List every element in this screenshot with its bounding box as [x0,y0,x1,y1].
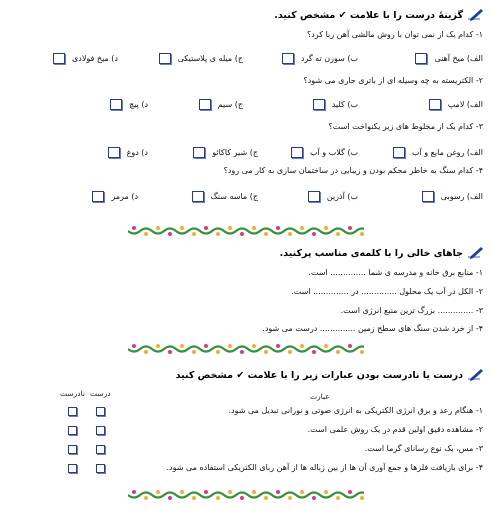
checkbox[interactable] [422,191,434,202]
true-checkbox[interactable] [96,426,105,435]
checkbox[interactable] [108,147,120,158]
option-c[interactable]: ج) سیم [199,96,243,112]
section3-header [176,366,485,384]
column-header-statement: عبارت [310,392,330,401]
option-b[interactable]: ب) آذرین [308,188,358,204]
checkbox[interactable] [429,99,441,110]
floral-divider [128,224,364,238]
question-4: ۴- کدام سنگ به خاطر محکم بودن و زیبایی در ساختمان سازی به کار می رود؟ [223,166,483,175]
table-row: ۲- مشاهده دقیق اولین قدم در یک روش علمی است. [8,424,483,438]
floral-divider [128,342,364,356]
option-d[interactable]: د) میخ فولادی [53,50,118,66]
checkbox[interactable] [192,191,204,202]
option-c[interactable]: ج) ماسه سنگ [192,188,258,204]
section3-title: درست یا نادرست بودن عبارات زیر را با علامت ✔ مشخص کنید [175,369,463,381]
option-d[interactable]: د) دوغ [108,144,148,160]
option-b[interactable]: ب) گلاب و آب [291,144,358,160]
option-c[interactable]: ج) شیر کاکائو [193,144,258,160]
checkbox[interactable] [415,53,427,64]
section1-title: گزینهٔ درست را با علامت ✔ مشخص کنید. [274,9,463,21]
question-2: ۲- الکتریسته به چه وسیله ای از باتری جاری می شود؟ [303,76,483,85]
blank-item-4: ۴- از خرد شدن سنگ های سطح زمین .............. درست می شود. [262,324,483,333]
option-c[interactable]: ج) میله ی پلاستیکی [159,50,243,66]
table-row: ۱- هنگام رعد و برق انرژی الکتریکی به انرژی صوتی و نورانی تبدیل می شود. [8,405,483,419]
true-checkbox[interactable] [96,464,105,473]
floral-divider [128,488,364,502]
option-d[interactable]: د) پیچ [110,96,148,112]
blank-item-1: ۱- منابع برق خانه و مدرسه ی شما .............. است. [308,268,483,277]
checkbox[interactable] [92,191,104,202]
option-b[interactable]: ب) سوزن ته گرد [282,50,358,66]
option-b[interactable]: ب) کلید [313,96,358,112]
question-4-options [8,188,483,204]
table-row: ۳- مس، یک نوع رسانای گرما است. [8,443,483,457]
section1-header [274,6,485,24]
checkbox[interactable] [159,53,171,64]
option-a[interactable]: الف) لامپ [429,96,483,112]
question-3-options [8,144,483,160]
blank-item-2: ۲- الکل در آب یک محلول .............. در .............. است. [291,287,483,296]
true-checkbox[interactable] [96,445,105,454]
checkbox[interactable] [308,191,320,202]
checkbox[interactable] [282,53,294,64]
checkbox[interactable] [313,99,325,110]
false-checkbox[interactable] [68,407,77,416]
checkbox[interactable] [291,147,303,158]
pencil-icon [467,368,485,382]
table-row: ۴- برای بازیافت فلزها و جمع آوری آن ها از بین زباله ها از آهن ربای الکتریکی استفاده می شود. [8,462,483,476]
option-d[interactable]: د) مرمر [92,188,138,204]
checkbox[interactable] [110,99,122,110]
false-checkbox[interactable] [68,426,77,435]
false-checkbox[interactable] [68,445,77,454]
section2-title: جاهای خالی را با کلمه‌ی مناسب پرکنید. [279,247,463,259]
question-1-options [8,50,483,66]
checkbox[interactable] [393,147,405,158]
question-2-options [8,96,483,112]
checkbox[interactable] [199,99,211,110]
column-header-false: نادرست [60,389,85,398]
option-a[interactable]: الف) روغن مایع و آب [393,144,483,160]
blank-item-3: ۳- .............. بزرگ ترین منبع انرژی است. [340,306,483,315]
section2-header [280,244,485,262]
pencil-icon [467,8,485,22]
true-checkbox[interactable] [96,407,105,416]
option-a[interactable]: الف) میخ آهنی [415,50,483,66]
checkbox[interactable] [193,147,205,158]
option-a[interactable]: الف) رسوبی [422,188,483,204]
question-1: ۱- کدام یک از نمی توان با روش مالشی آهن ربا کرد؟ [307,30,483,39]
column-header-true: درست [90,389,111,398]
pencil-icon [467,246,485,260]
question-3: ۳- کدام یک از مخلوط های زیر یکنواخت است؟ [328,122,483,131]
checkbox[interactable] [53,53,65,64]
false-checkbox[interactable] [68,464,77,473]
